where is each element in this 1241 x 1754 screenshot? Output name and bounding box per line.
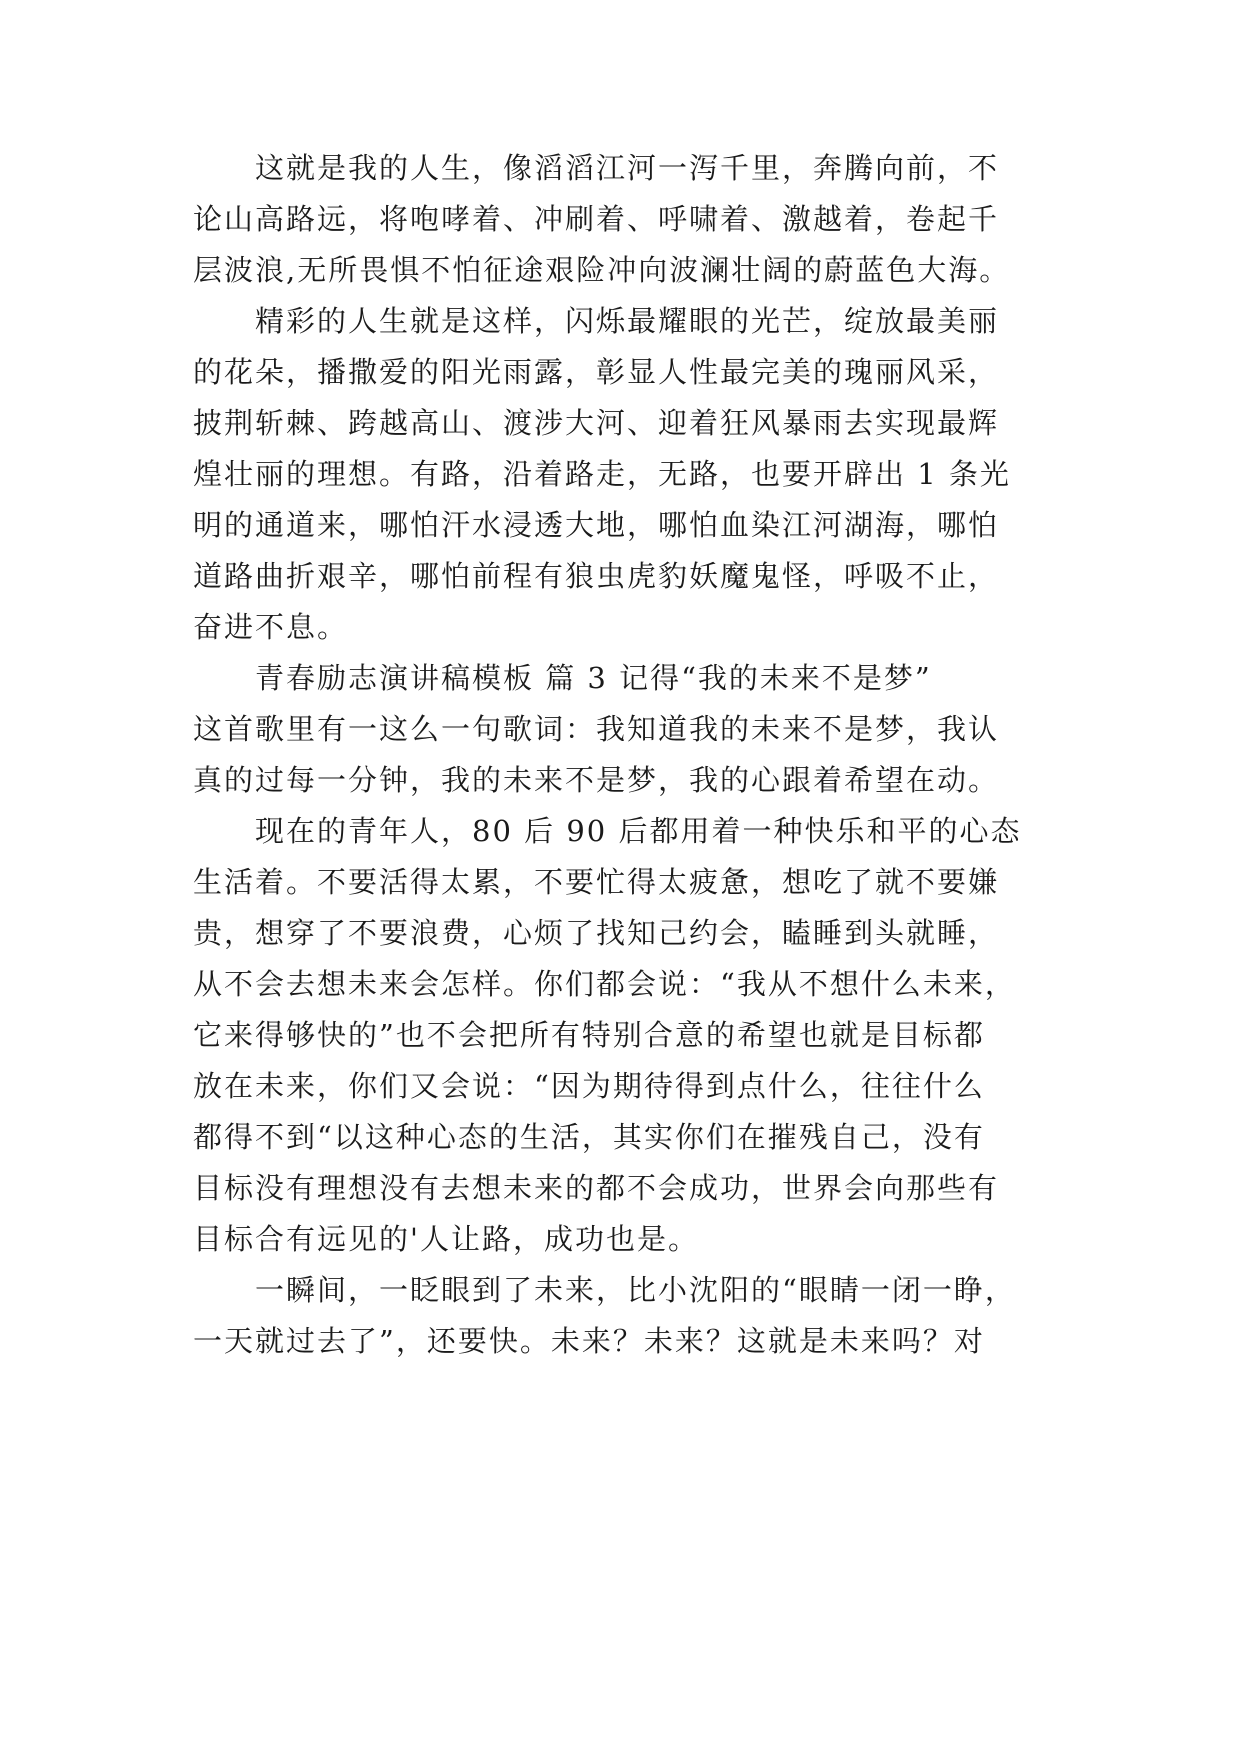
paragraph-line: 现在的青年人，80 后 90 后都用着一种快乐和平的心态: [255, 814, 1022, 848]
paragraph-line: 明的通道来，哪怕汗水浸透大地，哪怕血染江河湖海，哪怕: [193, 508, 1000, 542]
paragraph-line: 从不会去想未来会怎样。你们都会说：“我从不想什么未来，: [193, 967, 1016, 1001]
paragraph-line: 精彩的人生就是这样，闪烁最耀眼的光芒，绽放最美丽: [255, 304, 1000, 338]
paragraph-line: 一瞬间，一眨眼到了未来，比小沈阳的“眼睛一闭一睁，: [255, 1273, 1016, 1307]
paragraph-line: 披荆斩棘、跨越高山、渡涉大河、迎着狂风暴雨去实现最辉: [193, 406, 1000, 440]
paragraph-line: 生活着。不要活得太累，不要忙得太疲惫，想吃了就不要嫌: [193, 865, 1000, 899]
paragraph-line: 放在未来，你们又会说：“因为期待得到点什么，往往什么: [193, 1069, 985, 1103]
paragraph-line: 的花朵，播撒爱的阳光雨露，彰显人性最完美的瑰丽风采，: [193, 355, 1000, 389]
paragraph-line: 这就是我的人生，像滔滔江河一泻千里，奔腾向前，不: [255, 151, 1000, 185]
paragraph-line: 奋进不息。: [193, 610, 349, 644]
paragraph-line: 都得不到“以这种心态的生活，其实你们在摧残自己，没有: [193, 1120, 985, 1154]
paragraph-line: 贵，想穿了不要浪费，心烦了找知己约会，瞌睡到头就睡，: [193, 916, 1000, 950]
section-heading-line: 青春励志演讲稿模板 篇 3 记得“我的未来不是梦”: [255, 661, 932, 695]
paragraph-line: 它来得够快的”也不会把所有特别合意的希望也就是目标都: [193, 1018, 985, 1052]
paragraph-line: 煌壮丽的理想。有路，沿着路走，无路，也要开辟出 1 条光: [193, 457, 1011, 491]
paragraph-line: 一天就过去了”，还要快。未来？未来？这就是未来吗？对: [193, 1324, 985, 1358]
paragraph-line: 目标合有远见的'人让路，成功也是。: [193, 1222, 699, 1256]
paragraph-line: 真的过每一分钟，我的未来不是梦，我的心跟着希望在动。: [193, 763, 1000, 797]
paragraph-line: 道路曲折艰辛，哪怕前程有狼虫虎豹妖魔鬼怪，呼吸不止，: [193, 559, 1000, 593]
paragraph-line: 这首歌里有一这么一句歌词：我知道我的未来不是梦，我认: [193, 712, 1000, 746]
paragraph-line: 论山高路远，将咆哮着、冲刷着、呼啸着、激越着，卷起千: [193, 202, 1000, 236]
paragraph-line: 目标没有理想没有去想未来的都不会成功，世界会向那些有: [193, 1171, 1000, 1205]
paragraph-line: 层波浪,无所畏惧不怕征途艰险冲向波澜壮阔的蔚蓝色大海。: [193, 253, 1011, 287]
